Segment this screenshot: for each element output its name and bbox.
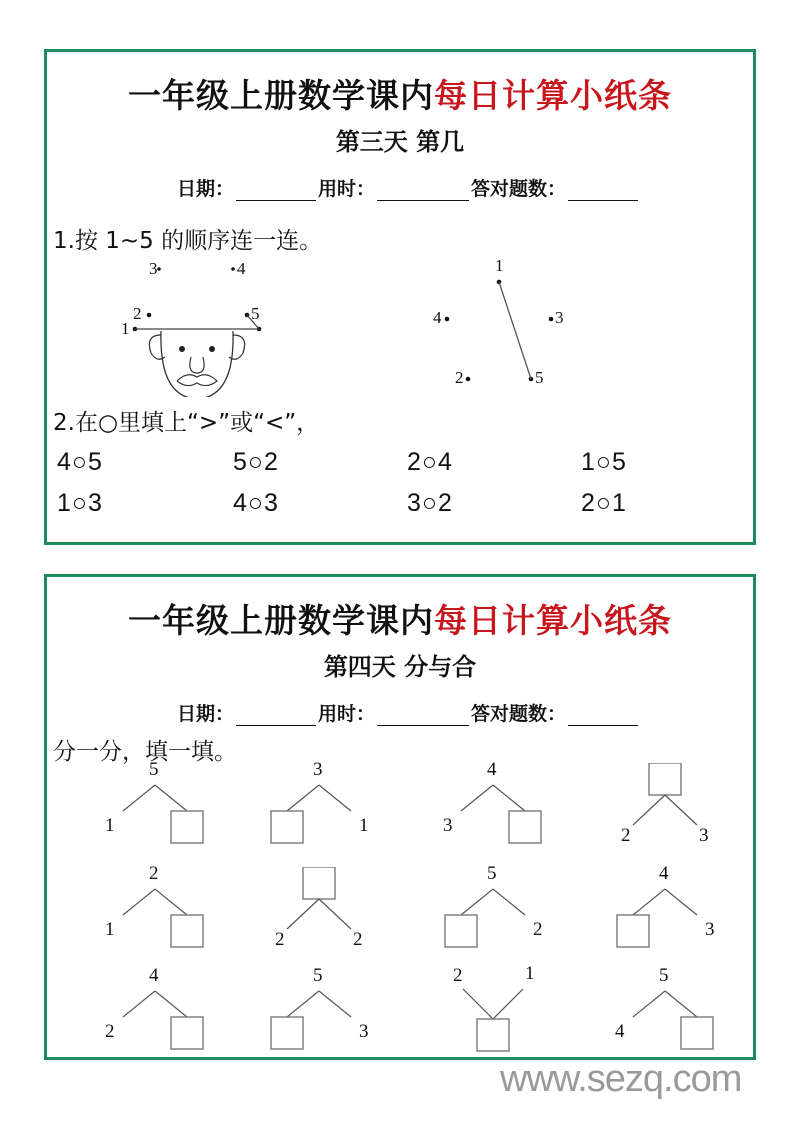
- date-blank[interactable]: [236, 707, 316, 726]
- date-label: 日期：: [177, 178, 235, 200]
- date-label: 日期：: [177, 703, 235, 725]
- answer-box-left[interactable]: [271, 811, 303, 843]
- bond-part-left: 1: [105, 919, 115, 940]
- watermark: www.sezq.com: [500, 1058, 742, 1100]
- bond-total: 4: [149, 965, 159, 986]
- bond-part-right: 2: [533, 919, 543, 940]
- number-bond-item: [95, 759, 215, 843]
- comparison-item[interactable]: 1○5: [581, 448, 627, 476]
- dot-label-1: 1: [121, 319, 130, 338]
- face-drawing: [107, 257, 287, 397]
- bond-part-left: 4: [615, 1021, 625, 1042]
- question-text: 分一分，填一填。: [53, 739, 237, 765]
- bond-part-left: 1: [105, 815, 115, 836]
- dot-label-3: 3: [555, 308, 564, 327]
- bond-part-left: 2: [275, 929, 285, 950]
- number-bond-item: [433, 863, 553, 947]
- comparison-item[interactable]: 2○1: [581, 489, 627, 517]
- number-bond-item: [605, 763, 725, 846]
- answer-box-left[interactable]: [617, 915, 649, 947]
- bond-total: 5: [487, 863, 497, 884]
- time-label: 用时：: [318, 178, 376, 200]
- day-subtitle: 第三天 第几: [335, 127, 465, 156]
- comparison-item[interactable]: 1○3: [57, 489, 103, 517]
- dot-label-2: 2: [133, 304, 142, 323]
- bond-total: 4: [659, 863, 669, 884]
- question-2-text: 2.在○里填上“>”或“<”，: [53, 410, 320, 436]
- worksheet-card-day3: [44, 49, 756, 545]
- connect-dots-figure-star: [425, 252, 585, 392]
- comparison-item[interactable]: 3○2: [407, 489, 453, 517]
- bond-part-right: 1: [359, 815, 369, 836]
- meta-fields: [177, 699, 640, 726]
- number-bond-item: [95, 863, 215, 947]
- dot-label-4: 4: [237, 259, 246, 278]
- bond-total: 5: [149, 759, 159, 780]
- dot-label-5: 5: [535, 368, 544, 387]
- number-bond-item: [259, 867, 379, 950]
- correct-blank[interactable]: [568, 182, 638, 201]
- comparison-item[interactable]: 5○2: [233, 448, 279, 476]
- correct-label: 答对题数：: [471, 178, 567, 200]
- comparison-item[interactable]: 4○5: [57, 448, 103, 476]
- answer-box-right[interactable]: [171, 811, 203, 843]
- answer-box-total[interactable]: [649, 763, 681, 795]
- dot-label-4: 4: [433, 308, 442, 327]
- bond-part-left: 3: [443, 815, 453, 836]
- number-bond-item: [95, 965, 215, 1049]
- bond-lines: [433, 969, 553, 1059]
- answer-box-right[interactable]: [681, 1017, 713, 1049]
- bond-total: 4: [487, 759, 497, 780]
- comparison-item[interactable]: 2○4: [407, 448, 453, 476]
- correct-blank[interactable]: [568, 707, 638, 726]
- answer-box-left[interactable]: [445, 915, 477, 947]
- dot-label-3: 3: [149, 259, 158, 278]
- title-main: 一年级上册数学课内: [128, 76, 434, 115]
- number-bond-item: [433, 963, 553, 1049]
- question-1-text: 1.按 1~5 的顺序连一连。: [53, 228, 323, 254]
- worksheet-title: [47, 595, 753, 642]
- answer-box-total[interactable]: [303, 867, 335, 899]
- date-blank[interactable]: [236, 182, 316, 201]
- bond-total: 3: [313, 759, 323, 780]
- time-label: 用时：: [318, 703, 376, 725]
- answer-box-right[interactable]: [509, 811, 541, 843]
- bond-total: 5: [313, 965, 323, 986]
- number-bond-item: [605, 965, 725, 1049]
- dot-label-5: 5: [251, 304, 260, 323]
- number-bond-item: [259, 759, 379, 843]
- time-blank[interactable]: [377, 182, 469, 201]
- time-blank[interactable]: [377, 707, 469, 726]
- number-bond-item: [259, 965, 379, 1049]
- dot-label-2: 2: [455, 368, 464, 387]
- bond-total: 5: [659, 965, 669, 986]
- day-subtitle: 第四天 分与合: [323, 652, 477, 681]
- bond-part-left: 2: [621, 825, 631, 846]
- bond-part-right: 3: [359, 1021, 369, 1042]
- comparison-item[interactable]: 4○3: [233, 489, 279, 517]
- title-highlight: 每日计算小纸条: [434, 601, 672, 640]
- correct-label: 答对题数：: [471, 703, 567, 725]
- bond-part-left: 2: [453, 965, 463, 986]
- title-highlight: 每日计算小纸条: [434, 76, 672, 115]
- dot-label-1: 1: [495, 256, 504, 275]
- bond-part-right: 2: [353, 929, 363, 950]
- answer-box-right[interactable]: [171, 1017, 203, 1049]
- title-main: 一年级上册数学课内: [128, 601, 434, 640]
- bond-part-left: 2: [105, 1021, 115, 1042]
- answer-box-total[interactable]: [477, 1019, 509, 1051]
- bond-part-right: 3: [705, 919, 715, 940]
- worksheet-title: [47, 70, 753, 117]
- meta-fields: [177, 174, 640, 201]
- number-bond-item: [605, 863, 725, 947]
- number-bond-item: [433, 759, 553, 843]
- connect-dots-figure-face: [107, 257, 287, 397]
- answer-box-right[interactable]: [171, 915, 203, 947]
- bond-part-right: 3: [699, 825, 709, 846]
- answer-box-left[interactable]: [271, 1017, 303, 1049]
- worksheet-card-day4: [44, 574, 756, 1060]
- bond-total: 2: [149, 863, 159, 884]
- bond-part-right: 1: [525, 963, 535, 984]
